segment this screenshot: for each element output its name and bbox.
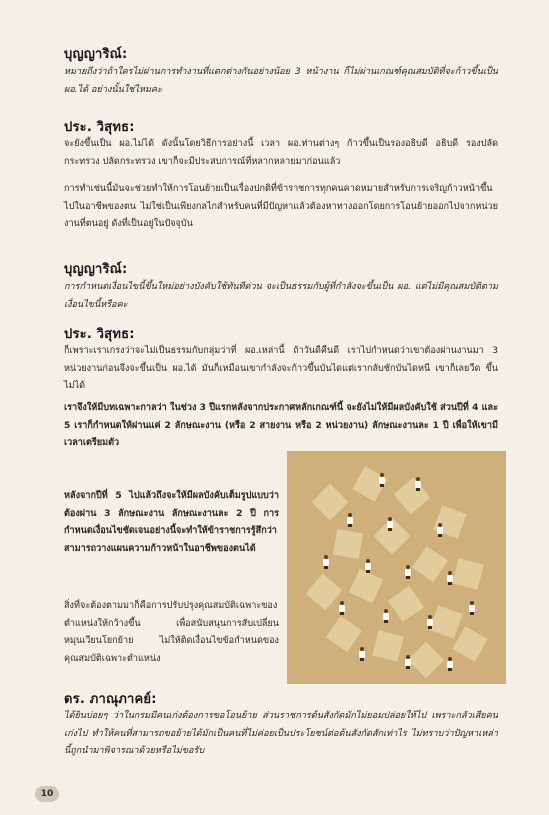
paragraph: เราจึงให้มีบทเฉพาะกาลว่า ในช่วง 3 ปีแรกหลังจากประกาศหลักเกณฑ์นี้ จะยังไม่ให้มีผลบังคับใช้ ส่วนปีที่ 4 และ 5 เราก็กำหนดให้ผ่านแค่ 2 ลักษณะงาน (หรือ 2 สายงาน หรือ 2 หน่วยงาน) ลักษณะงานละ 1 ปี เพื่อให้เขามีเวลาเตรียมตัว xyxy=(64,403,498,449)
paragraph: ได้ยินบ่อยๆ ว่าในกรมมีคนเก่งต้องการขอโอนย้าย ส่วนราชการต้นสังกัดมักไม่ยอมปล่อยให้ไป เพราะกลัวเสียคนเก่งไป ทำให้คนที่สามารถขอย้ายได้มักเป็นคนที่ไม่ค่อยเป็นประโยชน์ต่อต้นสังกัดสักเท่าไร ไม่ทราบว่าปัญหาเหล่านี้ถูกนำมาพิจารณาด้วยหรือไม่ขอรับ xyxy=(64,711,498,757)
paragraph: จะยังขึ้นเป็น ผอ.ไม่ได้ ดังนั้นโดยวิธีการอย่างนี้ เวลา ผอ.ท่านต่างๆ ก้าวขึ้นเป็นรองอธิบดี อธิบดี รองปลัดกระทรวง ปลัดกระทรวง เขาก็จะมีประสบการณ์ที่หลากหลายมาก่อนแล้ว xyxy=(64,139,498,167)
speaker-label: ดร. ภาณุภาคย์: xyxy=(64,692,157,707)
paragraph: สิ่งที่จะต้องตามมาก็คือการปรับปรุงคุณสมบัติเฉพาะของตำแหน่งให้กว้างขึ้น เพื่อสนับสนุนการสับเปลี่ยน หมุนเวียนโยกย้าย ไม่ให้ติดเงื่อนไขข้อกำหนดของคุณสมบัติเฉพาะตำแหน่ง xyxy=(64,601,279,664)
paragraph: หลังจากปีที่ 5 ไปแล้วถึงจะให้มีผลบังคับเต็มรูปแบบว่าต้องผ่าน 3 ลักษณะงาน ลักษณะงานละ 2 ปี การกำหนดเงื่อนไขชัดเจนอย่างนี้จะทำให้ข้าราชการรู้สึกว่าสามารถวางแผนความก้าวหน้าในอาชีพของตนได้ xyxy=(64,491,279,554)
paragraph: หมายถึงว่าถ้าใครไม่ผ่านการทำงานที่แตกต่างกันอย่างน้อย 3 หน้างาน ก็ไม่ผ่านเกณฑ์คุณสมบัติที่จะก้าวขึ้นเป็น ผอ.ได้ อย่างนั้นใช่ไหมคะ xyxy=(64,67,498,95)
paragraph: การกำหนดเงื่อนไขนี้ขึ้นใหม่อย่างบังคับใช้ทันทีด่วน จะเป็นธรรมกับผู้ที่กำลังจะขึ้นเป็น ผอ. แต่ไม่มีคุณสมบัติตามเงื่อนไขนี้หรือคะ xyxy=(64,282,498,310)
page-number: 10 xyxy=(35,786,59,802)
speaker-label: บุญญาริณ์: xyxy=(64,47,128,62)
paragraph: ก็เพราะเราเกรงว่าจะไม่เป็นธรรมกับกลุ่มว่าที่ ผอ.เหล่านี้ ถ้าวันดีคืนดี เราไปกำหนดว่าเขาต้องผ่านงานมา 3 หน่วยงานก่อนจึงจะขึ้นเป็น ผอ.ได้ มันก็เหมือนเขากำลังจะก้าวขึ้นบันไดแต่เรากลับชักบันไดหนี เขาก็เลยวืด ขึ้นไม่ได้ xyxy=(64,346,498,392)
speaker-label: ประ. วิสุทธ: xyxy=(64,327,135,342)
speaker-label: บุญญาริณ์: xyxy=(64,262,128,277)
speaker-label: ประ. วิสุทธ: xyxy=(64,120,135,135)
photo-people-arranging-tiles xyxy=(287,451,506,684)
paragraph: การทำเช่นนี้มันจะช่วยทำให้การโอนย้ายเป็นเรื่องปกติที่ข้าราชการทุกคนคาดหมายสำหรับการเจริญก้าวหน้าขึ้นไปในอาชีพของตน ไม่ใช่เป็นเพียงกลไกสำหรับคนที่มีปัญหาแล้วต้องหาทางออกโดยการโอนย้ายออกไปจากหน่วยงานที่ตนอยู่ ดังที่เป็นอยู่ในปัจจุบัน xyxy=(64,184,498,230)
